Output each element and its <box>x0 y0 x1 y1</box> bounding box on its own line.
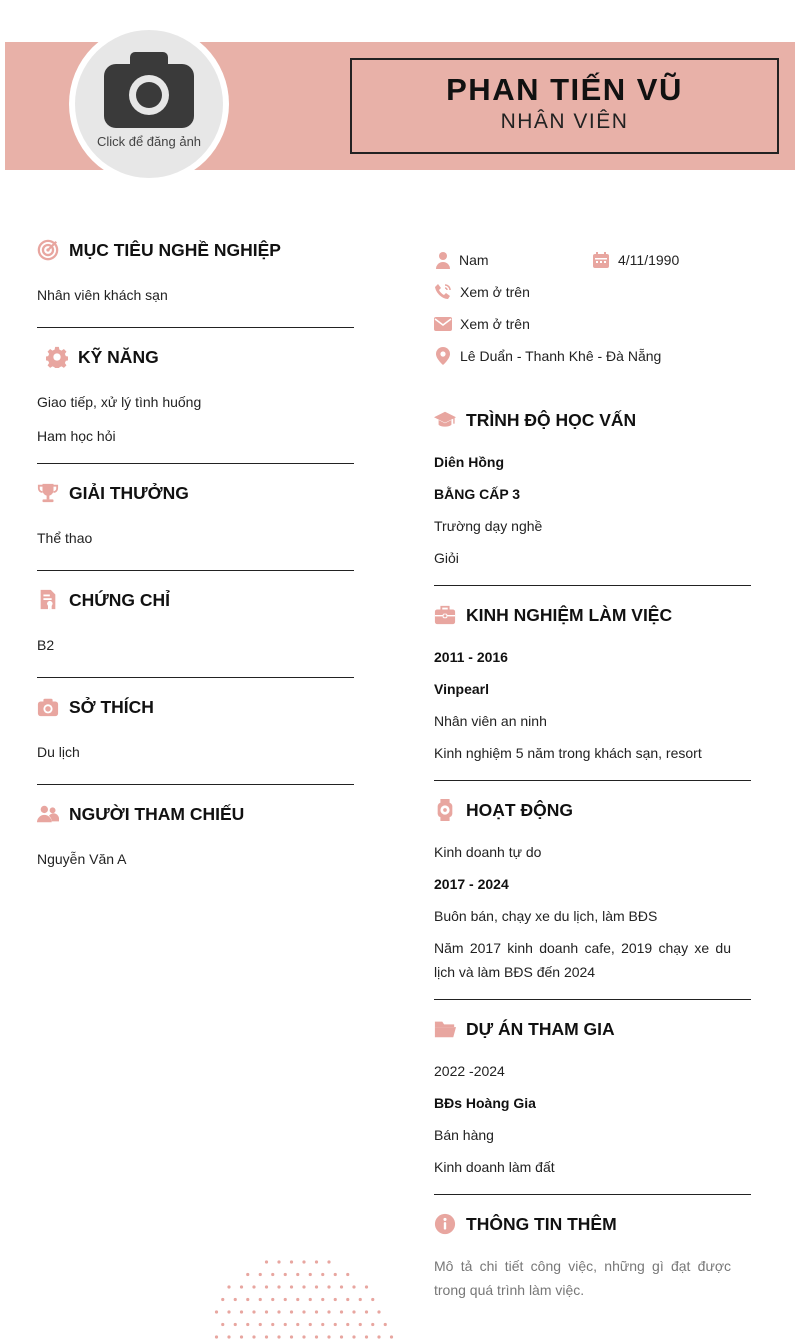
decor-dot <box>234 1298 237 1301</box>
decor-dot <box>346 1323 349 1326</box>
divider <box>434 999 751 1000</box>
decor-dot <box>352 1335 355 1338</box>
calendar-icon <box>592 251 610 269</box>
school-name[interactable]: Diên Hồng <box>434 454 504 470</box>
decor-dot <box>327 1260 330 1263</box>
project-period[interactable]: 2022 -2024 <box>434 1063 505 1079</box>
decor-dot <box>315 1310 318 1313</box>
divider <box>434 585 751 586</box>
section-certificates <box>37 588 170 612</box>
decor-dot <box>227 1310 230 1313</box>
decorative-dots <box>200 1250 400 1341</box>
briefcase-icon <box>434 604 456 626</box>
decor-dot <box>271 1298 274 1301</box>
trophy-icon <box>37 482 59 504</box>
phone-text[interactable]: Xem ở trên <box>460 284 530 300</box>
certificate-icon <box>37 589 59 611</box>
section-title: NGƯỜI THAM CHIẾU <box>69 803 245 824</box>
decor-dot <box>327 1335 330 1338</box>
decor-dot <box>252 1285 255 1288</box>
decor-dot <box>334 1323 337 1326</box>
divider <box>434 1194 751 1195</box>
camera-small-icon <box>37 696 59 718</box>
name-box <box>350 58 779 154</box>
decor-dot <box>352 1285 355 1288</box>
decor-dot <box>315 1260 318 1263</box>
decor-dot <box>240 1310 243 1313</box>
divider <box>37 570 354 571</box>
decor-dot <box>327 1310 330 1313</box>
divider <box>37 784 354 785</box>
decor-dot <box>296 1323 299 1326</box>
camera-icon <box>104 50 194 130</box>
decor-dot <box>240 1335 243 1338</box>
decor-dot <box>265 1260 268 1263</box>
project-role[interactable]: Bán hàng <box>434 1127 494 1143</box>
decor-dot <box>227 1335 230 1338</box>
decor-dot <box>284 1323 287 1326</box>
section-additional <box>434 1212 617 1236</box>
birthday-text[interactable]: 4/11/1990 <box>618 252 680 268</box>
decor-dot <box>240 1285 243 1288</box>
decor-dot <box>284 1273 287 1276</box>
decor-dot <box>365 1285 368 1288</box>
decor-dot <box>359 1298 362 1301</box>
section-title: CHỨNG CHỈ <box>69 589 171 610</box>
decor-dot <box>265 1285 268 1288</box>
decor-dot <box>390 1335 393 1338</box>
decor-dot <box>265 1335 268 1338</box>
decor-dot <box>334 1273 337 1276</box>
section-experience <box>434 603 672 627</box>
project-description[interactable]: Kinh doanh làm đất <box>434 1159 555 1175</box>
decor-dot <box>252 1310 255 1313</box>
watch-icon <box>434 799 456 821</box>
decor-dot <box>321 1298 324 1301</box>
decor-dot <box>309 1323 312 1326</box>
decor-dot <box>265 1310 268 1313</box>
section-projects <box>434 1017 615 1041</box>
decor-dot <box>309 1298 312 1301</box>
section-title: KINH NGHIỆM LÀM VIỆC <box>466 604 673 625</box>
decor-dot <box>290 1260 293 1263</box>
decor-dot <box>277 1260 280 1263</box>
decor-dot <box>259 1298 262 1301</box>
decor-dot <box>302 1335 305 1338</box>
divider <box>37 677 354 678</box>
people-icon <box>37 803 59 825</box>
section-title: DỰ ÁN THAM GIA <box>466 1018 615 1039</box>
decor-dot <box>340 1310 343 1313</box>
decor-dot <box>346 1273 349 1276</box>
decor-dot <box>302 1310 305 1313</box>
certificate-text[interactable]: B2 <box>37 637 55 653</box>
section-objective <box>37 238 281 262</box>
section-references <box>37 802 244 826</box>
decor-dot <box>371 1323 374 1326</box>
experience-period[interactable]: 2011 - 2016 <box>434 649 508 665</box>
decor-dot <box>246 1298 249 1301</box>
target-icon <box>37 239 59 261</box>
decor-dot <box>277 1335 280 1338</box>
activity-period[interactable]: 2017 - 2024 <box>434 876 509 892</box>
decor-dot <box>296 1273 299 1276</box>
skill-item[interactable]: Ham học hỏi <box>37 428 116 444</box>
decor-dot <box>309 1273 312 1276</box>
section-title: SỞ THÍCH <box>69 696 154 717</box>
decor-dot <box>302 1285 305 1288</box>
activity-description[interactable]: Năm 2017 kinh doanh cafe, 2019 chạy xe du lịch và làm BĐS đến 2024 <box>434 940 731 980</box>
decor-dot <box>215 1310 218 1313</box>
award-text[interactable]: Thể thao <box>37 530 93 546</box>
email-icon <box>434 315 452 333</box>
section-skills <box>46 345 159 369</box>
section-awards <box>37 481 189 505</box>
decor-dot <box>315 1335 318 1338</box>
decor-dot <box>340 1285 343 1288</box>
decor-dot <box>246 1323 249 1326</box>
school-type[interactable]: Trường dạy nghề <box>434 518 543 534</box>
degree[interactable]: BẰNG CẤP 3 <box>434 486 521 502</box>
decor-dot <box>252 1335 255 1338</box>
decor-dot <box>290 1335 293 1338</box>
decor-dot <box>221 1298 224 1301</box>
person-icon <box>434 251 452 269</box>
decor-dot <box>296 1298 299 1301</box>
decor-dot <box>371 1298 374 1301</box>
decor-dot <box>215 1335 218 1338</box>
decor-dot <box>321 1273 324 1276</box>
decor-dot <box>377 1310 380 1313</box>
decor-dot <box>359 1323 362 1326</box>
section-title: MỤC TIÊU NGHỀ NGHIỆP <box>69 239 281 260</box>
email-text[interactable]: Xem ở trên <box>460 316 530 332</box>
decor-dot <box>346 1298 349 1301</box>
gear-icon <box>46 346 68 368</box>
location-icon <box>434 347 452 365</box>
decor-dot <box>327 1285 330 1288</box>
experience-role[interactable]: Nhân viên an ninh <box>434 713 547 729</box>
decor-dot <box>302 1260 305 1263</box>
phone-icon <box>434 283 452 301</box>
activity-organization[interactable]: Kinh doanh tự do <box>434 844 542 860</box>
full-name[interactable]: PHAN TIẾN VŨ <box>446 72 683 107</box>
decor-dot <box>277 1285 280 1288</box>
decor-dot <box>352 1310 355 1313</box>
section-title: HOẠT ĐỘNG <box>466 799 573 820</box>
reference-text[interactable]: Nguyễn Văn A <box>37 851 127 867</box>
decor-dot <box>334 1298 337 1301</box>
decor-dot <box>290 1285 293 1288</box>
decor-dot <box>271 1323 274 1326</box>
photo-caption: Click để đăng ảnh <box>96 134 202 149</box>
grade[interactable]: Giỏi <box>434 550 459 566</box>
project-name[interactable]: BĐs Hoàng Gia <box>434 1095 536 1111</box>
section-title: TRÌNH ĐỘ HỌC VẤN <box>466 409 637 430</box>
decor-dot <box>365 1310 368 1313</box>
job-position[interactable]: NHÂN VIÊN <box>500 110 629 133</box>
objective-text[interactable]: Nhân viên khách sạn <box>37 287 168 303</box>
address-text[interactable]: Lê Duẩn - Thanh Khê - Đà Nẵng <box>460 348 662 364</box>
decor-dot <box>259 1273 262 1276</box>
section-title: GIẢI THƯỞNG <box>69 482 189 503</box>
decor-dot <box>259 1323 262 1326</box>
decor-dot <box>365 1335 368 1338</box>
folder-icon <box>434 1018 456 1040</box>
decor-dot <box>340 1335 343 1338</box>
decor-dot <box>377 1335 380 1338</box>
avatar-upload[interactable] <box>69 24 229 184</box>
graduation-cap-icon <box>434 409 456 431</box>
decor-dot <box>384 1323 387 1326</box>
decor-dot <box>277 1310 280 1313</box>
decor-dot <box>234 1323 237 1326</box>
section-education <box>434 408 636 432</box>
activity-role[interactable]: Buôn bán, chạy xe du lịch, làm BĐS <box>434 908 658 924</box>
additional-text[interactable]: Mô tả chi tiết công việc, những gì đạt được trong quá trình làm việc. <box>434 1258 731 1298</box>
decor-dot <box>227 1285 230 1288</box>
decor-dot <box>315 1285 318 1288</box>
divider <box>37 327 354 328</box>
experience-company[interactable]: Vinpearl <box>434 681 489 697</box>
section-title: KỸ NĂNG <box>78 346 159 367</box>
decor-dot <box>321 1323 324 1326</box>
divider <box>434 780 751 781</box>
section-hobbies <box>37 695 154 719</box>
gender-text[interactable]: Nam <box>459 252 489 268</box>
info-icon <box>434 1213 456 1235</box>
section-activities <box>434 798 573 822</box>
decor-dot <box>271 1273 274 1276</box>
skill-item[interactable]: Giao tiếp, xử lý tình huống <box>37 394 202 410</box>
divider <box>37 463 354 464</box>
decor-dot <box>221 1323 224 1326</box>
section-title: THÔNG TIN THÊM <box>466 1213 617 1234</box>
experience-description[interactable]: Kinh nghiệm 5 năm trong khách sạn, resort <box>434 745 702 761</box>
decor-dot <box>290 1310 293 1313</box>
decor-dot <box>284 1298 287 1301</box>
decor-dot <box>246 1273 249 1276</box>
hobby-text[interactable]: Du lịch <box>37 744 80 760</box>
